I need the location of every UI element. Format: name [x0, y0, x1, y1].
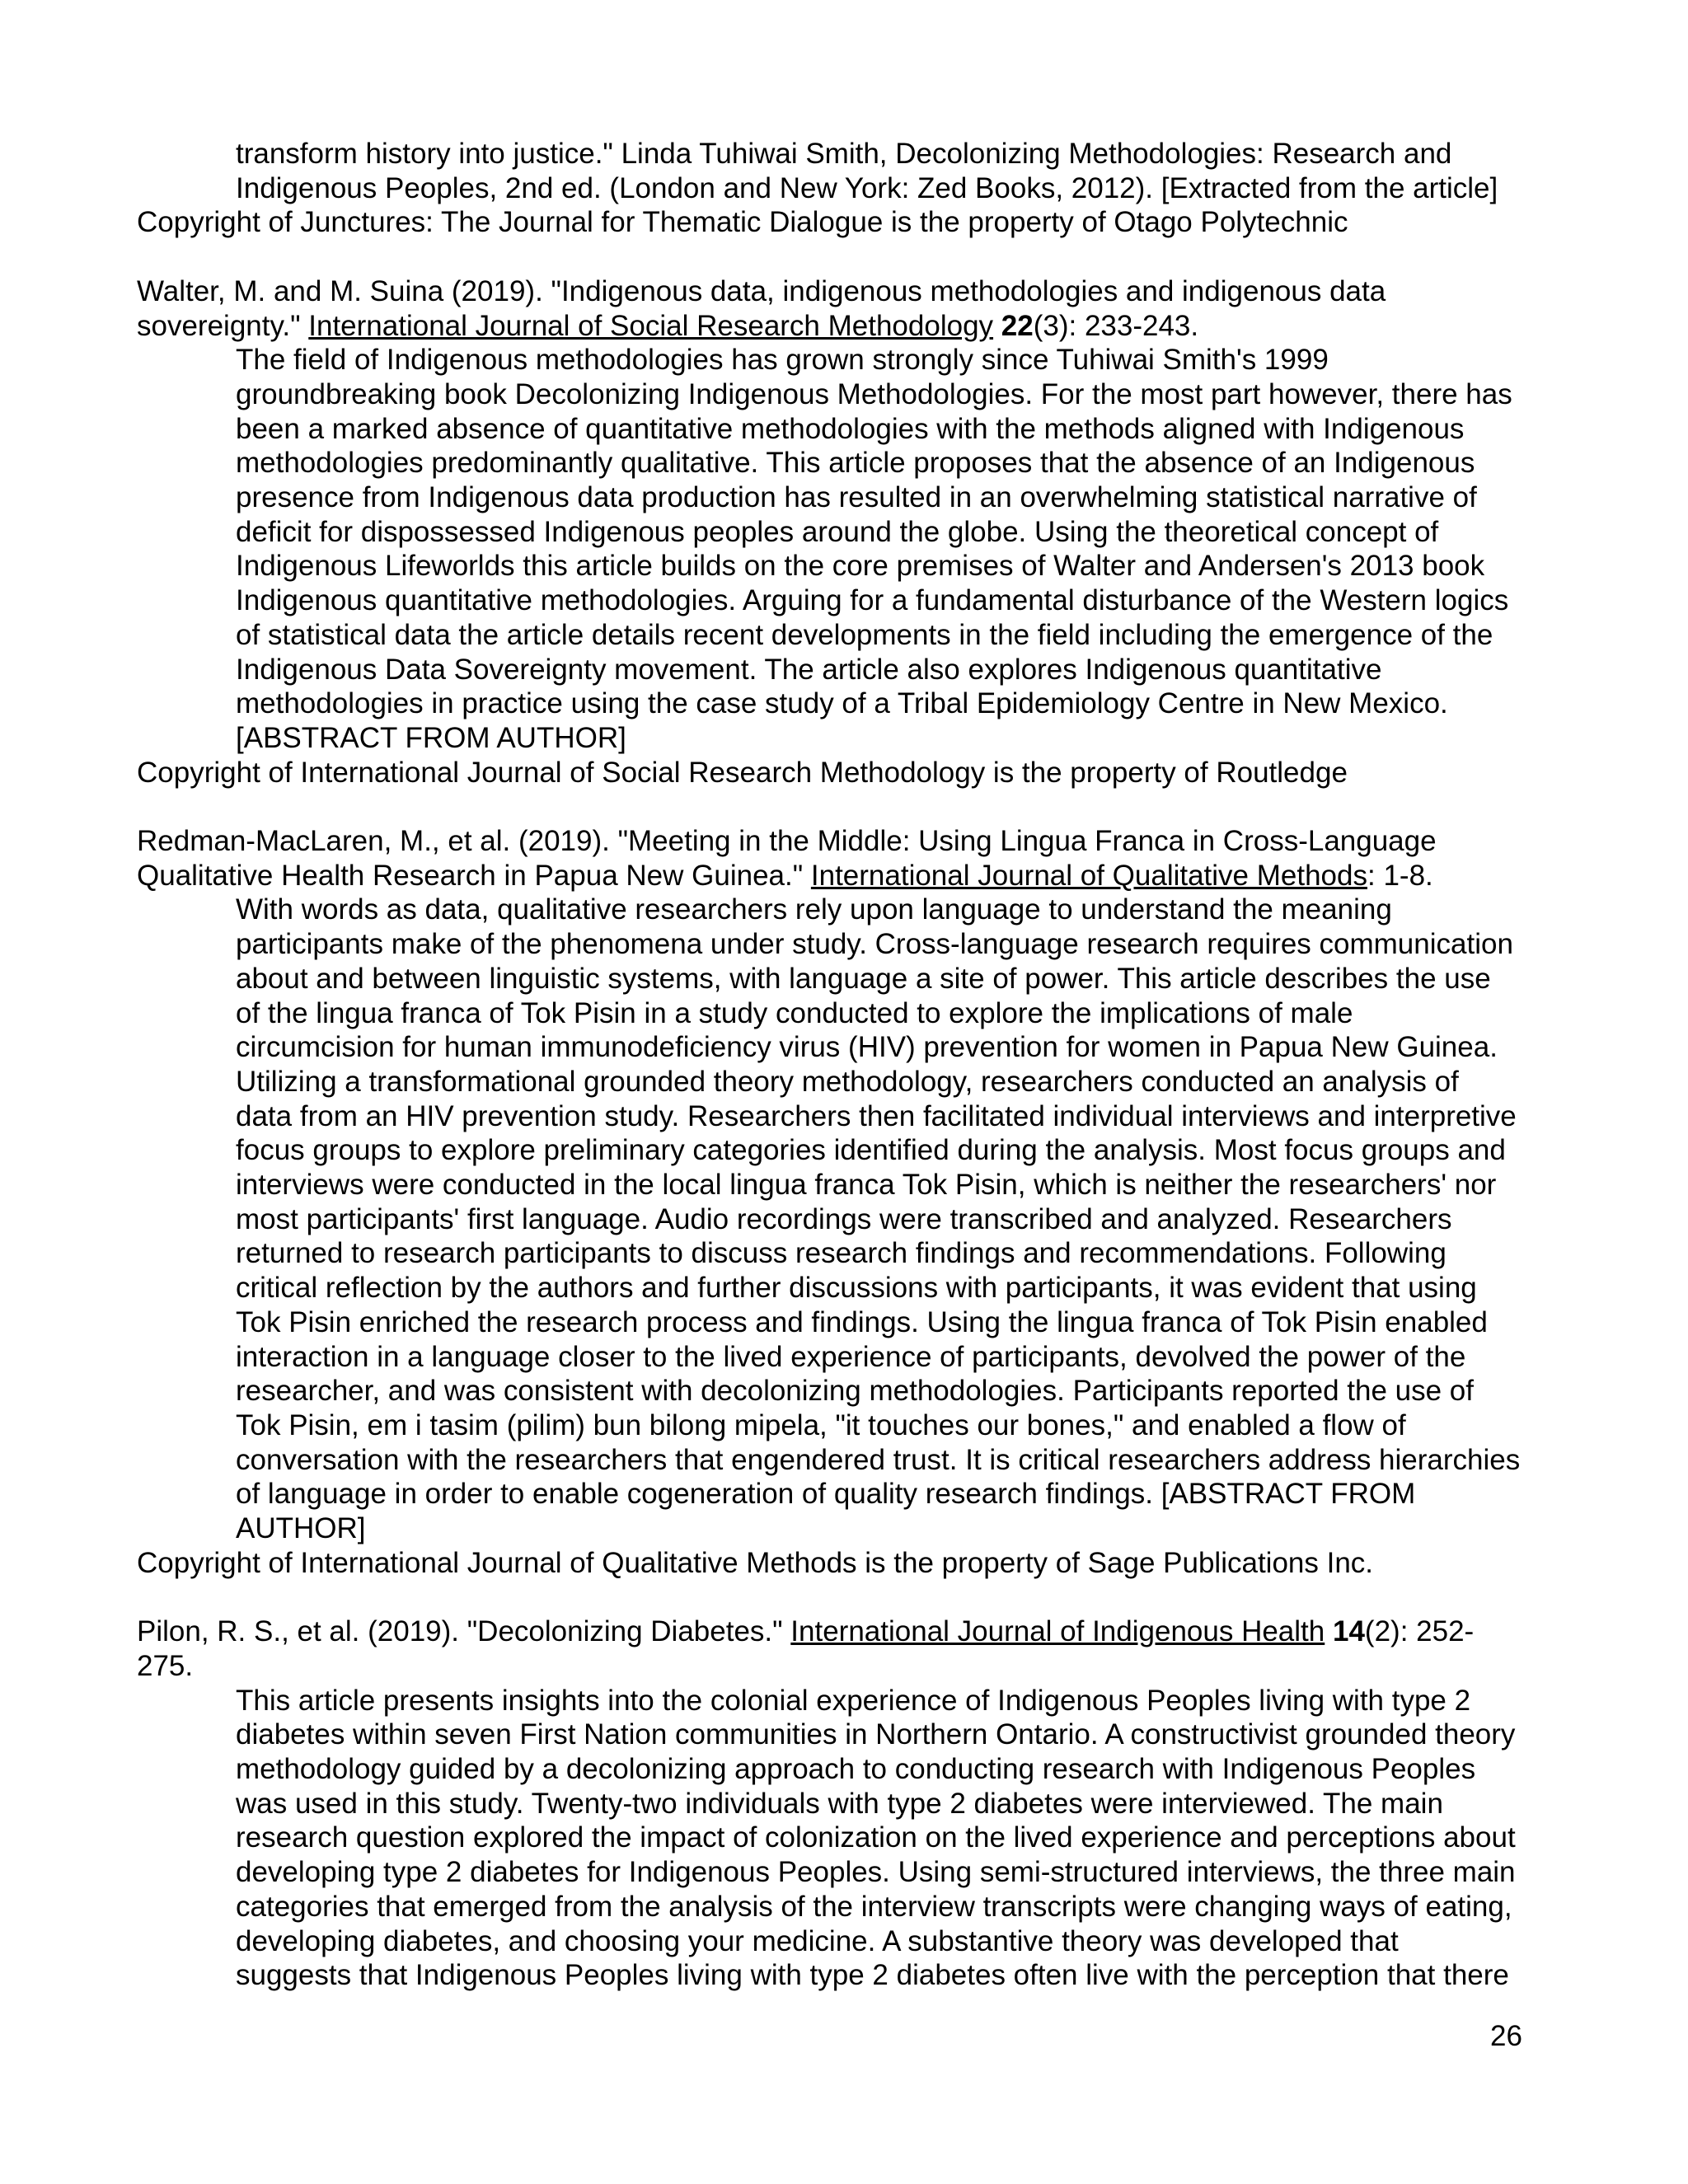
abstract-line: been a marked absence of quantitative methodologies with the methods aligned with Indigenous — [236, 412, 1465, 445]
citation-line: 275. — [137, 1649, 194, 1682]
journal-title: International Journal of Qualitative Methods — [810, 859, 1367, 892]
spacer — [137, 790, 1571, 824]
copyright-line: Copyright of International Journal of Qualitative Methods is the property of Sage Publications Inc. — [137, 1546, 1374, 1579]
abstract-line: Indigenous Lifeworlds this article builds on the core premises of Walter and Andersen's 2013 book — [236, 550, 1485, 583]
citation-text: : 1-8. — [1367, 859, 1433, 892]
spacer — [137, 240, 1571, 274]
abstract-line: [ABSTRACT FROM AUTHOR] — [236, 721, 626, 754]
abstract-line: participants make of the phenomena under study. Cross-language research requires communication — [236, 928, 1513, 961]
abstract-line: suggests that Indigenous Peoples living with type 2 diabetes often live with the perception that there — [236, 1959, 1509, 1992]
citation-text: Qualitative Health Research in Papua New Guinea." — [137, 859, 811, 892]
abstract-line: Tok Pisin, em i tasim (pilim) bun bilong mipela, "it touches our bones," and enabled a flow of — [236, 1408, 1406, 1441]
abstract-line: of statistical data the article details recent developments in the field including the emergence of the — [236, 618, 1493, 651]
abstract-line: categories that emerged from the analysis of the interview transcripts were changing ways of eating, — [236, 1890, 1512, 1923]
abstract-line: The field of Indigenous methodologies has grown strongly since Tuhiwai Smith's 1999 — [236, 344, 1329, 377]
page-number: 26 — [1490, 2020, 1522, 2052]
abstract-line: returned to research participants to discuss research findings and recommendations. Following — [236, 1237, 1447, 1270]
abstract-line: With words as data, qualitative researchers rely upon language to understand the meaning — [236, 893, 1392, 926]
citation-text: Pilon, R. S., et al. (2019). "Decolonizing Diabetes." — [137, 1615, 791, 1648]
abstract-line: critical reflection by the authors and further discussions with participants, it was evident that using — [236, 1272, 1477, 1305]
citation-text: (2): 252- — [1364, 1615, 1475, 1648]
abstract-line: Indigenous Data Sovereignty movement. The article also explores Indigenous quantitative — [236, 653, 1382, 686]
abstract-line: circumcision for human immunodeficiency virus (HIV) prevention for women in Papua New Guinea. — [236, 1031, 1498, 1064]
abstract-line: methodologies in practice using the case study of a Tribal Epidemiology Centre in New Mexico. — [236, 687, 1448, 720]
journal-volume: 14 — [1332, 1615, 1365, 1648]
abstract-line: conversation with the researchers that engendered trust. It is critical researchers address hierarchies — [236, 1443, 1521, 1476]
abstract-line: interviews were conducted in the local lingua franca Tok Pisin, which is neither the researchers' nor — [236, 1169, 1497, 1202]
abstract-line: interaction in a language closer to the lived experience of participants, devolved the power of the — [236, 1340, 1466, 1373]
abstract-line: presence from Indigenous data production has resulted in an overwhelming statistical narrative of — [236, 481, 1477, 514]
abstract-line: developing diabetes, and choosing your medicine. A substantive theory was developed that — [236, 1924, 1399, 1957]
bibliography-entry — [137, 274, 1571, 790]
abstract-line: deficit for dispossessed Indigenous peoples around the globe. Using the theoretical concept of — [236, 515, 1439, 548]
journal-volume: 22 — [1001, 309, 1034, 342]
abstract-line: AUTHOR] — [236, 1512, 366, 1545]
abstract-line: focus groups to explore preliminary categories identified during the analysis. Most focus groups and — [236, 1134, 1506, 1167]
abstract-line: data from an HIV prevention study. Researchers then facilitated individual interviews and interpretive — [236, 1099, 1517, 1132]
abstract-line: Utilizing a transformational grounded theory methodology, researchers conducted an analysis of — [236, 1065, 1459, 1098]
citation-line — [137, 309, 1571, 344]
journal-title: International Journal of Indigenous Health — [790, 1615, 1325, 1648]
citation-line — [137, 859, 1571, 893]
abstract-line: Tok Pisin enriched the research process and findings. Using the lingua franca of Tok Pisin enabled — [236, 1305, 1488, 1338]
copyright-line: Copyright of Junctures: The Journal for Thematic Dialogue is the property of Otago Polytechnic — [137, 206, 1348, 239]
bibliography-entry — [137, 1615, 1571, 1993]
citation-line: Walter, M. and M. Suina (2019). "Indigenous data, indigenous methodologies and indigenous data — [137, 274, 1386, 307]
abstract-line: researcher, and was consistent with decolonizing methodologies. Participants reported the use of — [236, 1375, 1474, 1408]
top-fragment — [137, 137, 1571, 240]
abstract-line: was used in this study. Twenty-two individuals with type 2 diabetes were interviewed. The main — [236, 1787, 1443, 1820]
spacer — [137, 1581, 1571, 1615]
citation-text: sovereignty." — [137, 309, 309, 342]
bibliography-entry — [137, 824, 1571, 1580]
abstract-line: most participants' first language. Audio recordings were transcribed and analyzed. Researchers — [236, 1202, 1452, 1235]
citation-line — [137, 1615, 1571, 1649]
abstract-line: about and between linguistic systems, with language a site of power. This article describes the use — [236, 962, 1491, 995]
abstract-line: of language in order to enable cogeneration of quality research findings. [ABSTRACT FROM — [236, 1478, 1416, 1511]
abstract-line: Indigenous quantitative methodologies. Arguing for a fundamental disturbance of the Western logics — [236, 584, 1509, 617]
abstract-line: groundbreaking book Decolonizing Indigenous Methodologies. For the most part however, there has — [236, 377, 1512, 410]
abstract-line: research question explored the impact of colonization on the lived experience and perceptions about — [236, 1821, 1516, 1854]
abstract-line: diabetes within seven First Nation communities in Northern Ontario. A constructivist grounded theory — [236, 1718, 1516, 1751]
citation-line: Redman-MacLaren, M., et al. (2019). "Meeting in the Middle: Using Lingua Franca in Cross-Language — [137, 825, 1437, 858]
copyright-line: Copyright of International Journal of Social Research Methodology is the property of Routledge — [137, 756, 1348, 789]
abstract-line: This article presents insights into the colonial experience of Indigenous Peoples living with type 2 — [236, 1684, 1471, 1717]
abstract-line: Indigenous Peoples, 2nd ed. (London and New York: Zed Books, 2012). [Extracted from the article] — [236, 171, 1498, 204]
abstract-line: of the lingua franca of Tok Pisin in a study conducted to explore the implications of male — [236, 996, 1353, 1029]
abstract-line: methodology guided by a decolonizing approach to conducting research with Indigenous Peoples — [236, 1753, 1476, 1785]
abstract-line: transform history into justice." Linda Tuhiwai Smith, Decolonizing Methodologies: Research and — [236, 138, 1452, 170]
citation-text: (3): 233-243. — [1033, 309, 1199, 342]
abstract-line: developing type 2 diabetes for Indigenous Peoples. Using semi-structured interviews, the three main — [236, 1856, 1516, 1889]
journal-title: International Journal of Social Research Methodology — [308, 309, 994, 342]
bibliography-content — [137, 137, 1571, 1993]
abstract-line: methodologies predominantly qualitative. This article proposes that the absence of an Indigenous — [236, 447, 1475, 480]
